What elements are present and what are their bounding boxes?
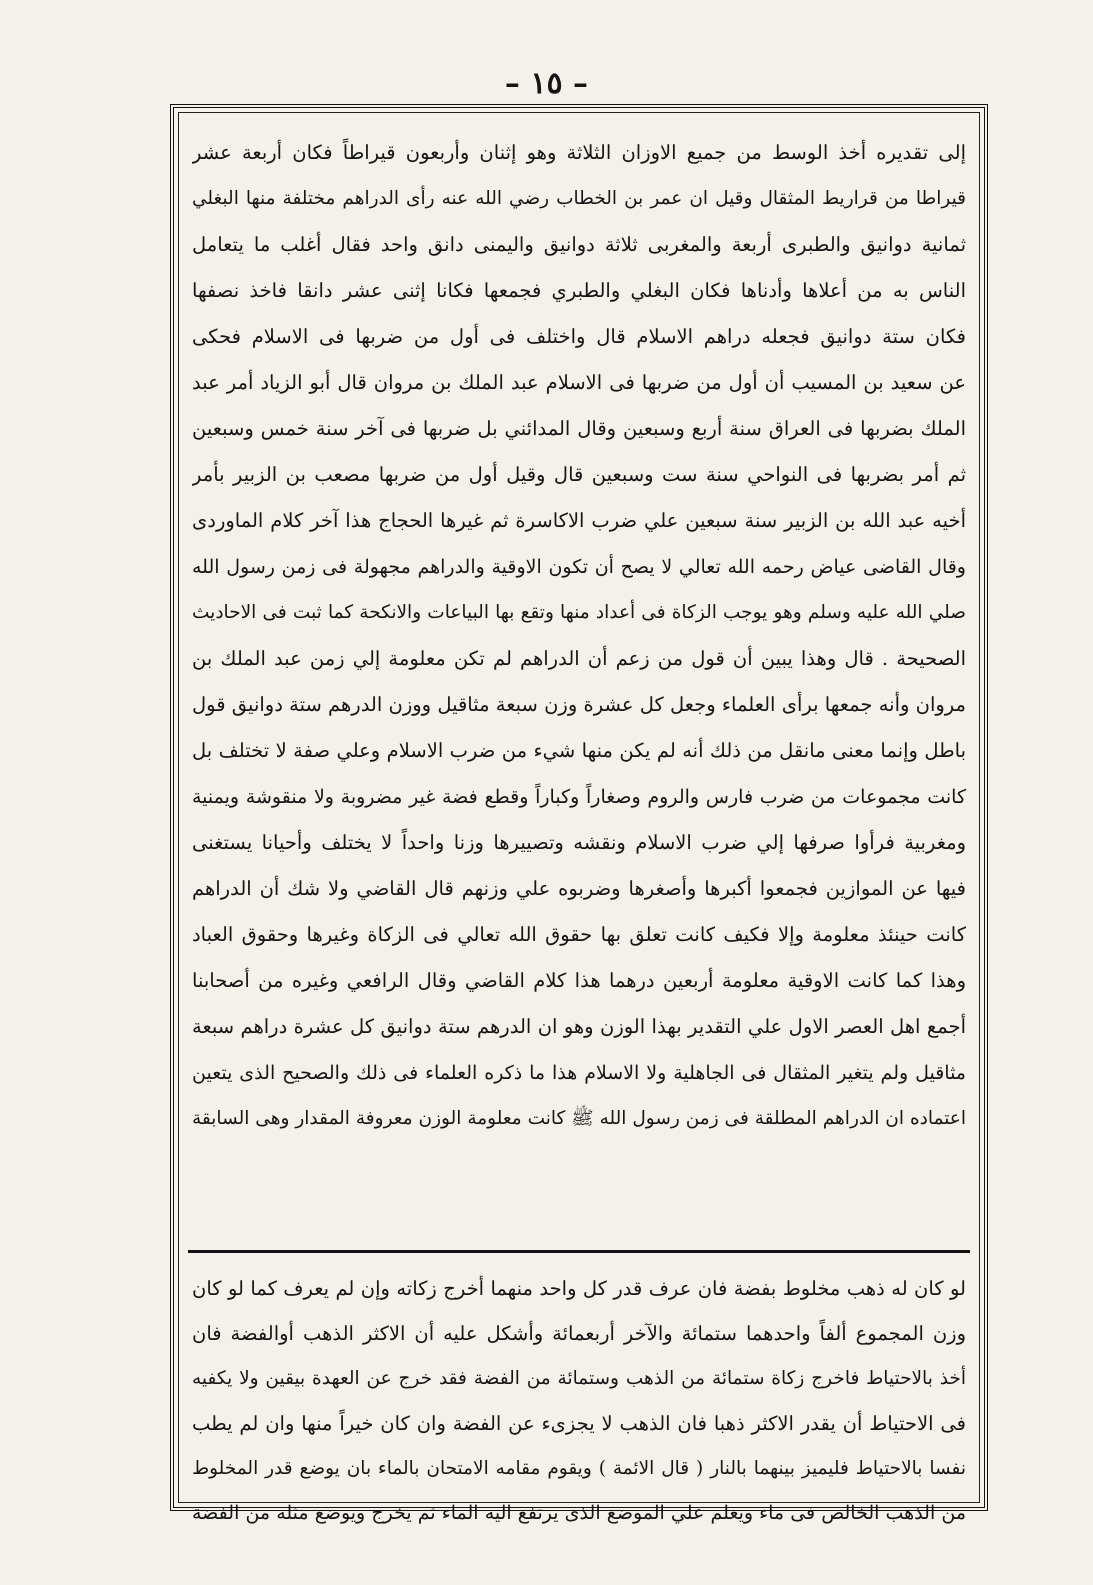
main-text-line: وهذا كما كانت الاوقية معلومة أربعين درهما هذا كلام القاضي وقال الرافعي وغيره من أصحابنا: [192, 969, 966, 992]
main-text-line: فيها عن الموازين فجمعوا أكبرها وأصغرها وضربوه علي وزنهم قال القاضي ولا شك أن الدراهم: [192, 877, 966, 900]
main-text-line: ثم أمر بضربها فى النواحي سنة ست وسبعين قال وقيل أول من ضربها مصعب بن الزبير بأمر: [192, 463, 966, 486]
main-text-line: ومغربية فرأوا صرفها إلي ضرب الاسلام ونقشه وتصييرها وزنا واحداً لا يختلف وأحيانا يستغنى: [192, 831, 966, 854]
main-text-line: الملك بضربها فى العراق سنة أربع وسبعين وقال المدائني بل ضربها فى آخر سنة خمس وسبعين: [192, 417, 966, 440]
main-text-line: أخيه عبد الله بن الزبير سنة سبعين علي ضرب الاكاسرة ثم غيرها الحجاج هذا آخر كلام الماوردى: [192, 509, 966, 532]
main-text-line: قيراطا من قراريط المثقال وقيل ان عمر بن الخطاب رضي الله عنه رأى الدراهم مختلفة منها البغلي: [192, 188, 966, 209]
lower-text-line: لو كان له ذهب مخلوط بفضة فان عرف قدر كل واحد منهما أخرج زكاته وإن لم يعرف كما لو كان: [192, 1277, 966, 1300]
main-text-block: [192, 130, 966, 1230]
main-text-line: مروان وأنه جمعها برأى العلماء وجعل كل عشرة وزن سبعة مثاقيل ووزن الدرهم ستة دوانيق قول: [192, 693, 966, 716]
main-text-line: وقال القاضى عياض رحمه الله تعالي لا يصح أن تكون الاوقية والدراهم مجهولة فى زمن رسول الله: [192, 556, 966, 578]
lower-text-line: وزن المجموع ألفاً واحدهما ستمائة والآخر أربعمائة وأشكل عليه أن الاكثر الذهب أوالفضة فان: [192, 1322, 966, 1345]
main-text-line: فكان ستة دوانيق فجعله دراهم الاسلام قال واختلف فى أول من ضربها فى الاسلام فحكى: [192, 325, 966, 348]
lower-text-block: [192, 1266, 966, 1524]
main-text-line: مثاقيل ولم يتغير المثقال فى الجاهلية ولا الاسلام هذا ما ذكره العلماء فى ذلك والصحيح الذى يتعين: [192, 1062, 966, 1084]
main-text-line: كانت مجموعات من ضرب فارس والروم وصغاراً وكباراً وقطع فضة غير مضروبة ولا منقوشة ويمنية: [192, 786, 966, 808]
main-text-line: ثمانية دوانيق والطبرى أربعة والمغربى ثلاثة دوانيق واليمنى دانق واحد فقال أغلب ما يتعامل: [192, 233, 966, 256]
lower-text-line: فى الاحتياط أن يقدر الاكثر ذهبا فان الذهب لا يجزىء عن الفضة وان كان خيراً منها وان لم يطب: [192, 1412, 966, 1435]
lower-text-line: من الذهب الخالص فى ماء ويعلم علي الموضع الذى يرتفع اليه الماء ثم يخرج ويوضع مثله من الفضة: [192, 1502, 966, 1524]
main-text-line: أجمع اهل العصر الاول علي التقدير بهذا الوزن وهو ان الدرهم ستة دوانيق كل عشرة دراهم سبعة: [192, 1015, 966, 1038]
main-text-line: الناس به من أعلاها وأدناها فكان البغلي والطبري فجمعها فكانا إثنى عشر دانقا فاخذ نصفها: [192, 279, 966, 302]
main-text-line: صلي الله عليه وسلم وهو يوجب الزكاة فى أعداد منها وتقع بها البياعات والانكحة كما ثبت فى الاحاديث: [192, 602, 966, 623]
main-text-line: إلى تقديره أخذ الوسط من جميع الاوزان الثلاثة وهو إثنان وأربعون قيراطاً فكان أربعة عشر: [192, 141, 966, 164]
main-text-line: الصحيحة . قال وهذا يبين أن قول من زعم أن الدراهم لم تكن معلومة إلي زمن عبد الملك بن: [192, 647, 966, 670]
page-number: – ١٥ –: [504, 66, 589, 101]
section-separator-rule: [188, 1250, 970, 1253]
main-text-line: عن سعيد بن المسيب أن أول من ضربها فى الاسلام عبد الملك بن مروان قال أبو الزياد أمر عبد: [192, 371, 966, 394]
main-text-line: باطل وإنما معنى مانقل من ذلك أنه لم يكن منها شيء من ضرب الاسلام وعلي صفة لا تختلف بل: [192, 739, 966, 762]
lower-text-line: أخذ بالاحتياط فاخرج زكاة ستمائة من الذهب وستمائة من الفضة فقد خرج عن العهدة بيقين ولا يكفيه: [192, 1368, 966, 1389]
text-frame: [170, 104, 988, 1524]
main-text-line: اعتماده ان الدراهم المطلقة فى زمن رسول الله ﷺ كانت معلومة الوزن معروفة المقدار وهى السابقة: [192, 1108, 966, 1129]
main-text-line: كانت حينئذ معلومة وإلا فكيف كانت تعلق بها حقوق الله تعالي فى الزكاة وغيرها وحقوق العباد: [192, 923, 966, 946]
lower-text-line: نفسا بالاحتياط فليميز بينهما بالنار ( قال الائمة ) ويقوم مقامه الامتحان بالماء بان يوضع قدر المخلوط: [192, 1458, 966, 1479]
